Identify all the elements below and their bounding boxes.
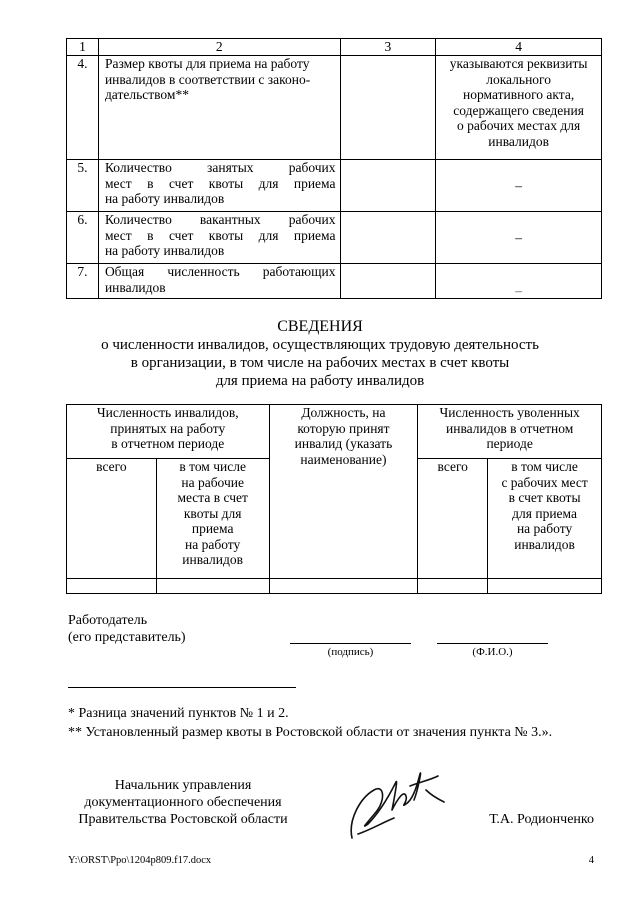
empty-cell [269,579,418,594]
file-path: Y:\ORST\Ppo\1204p809.f17.docx [68,855,212,866]
row-note: – [436,212,602,264]
empty-cell [156,579,269,594]
section-subtitle-line: о численности инвалидов, осуществляющих трудовую деятельность [101,337,539,353]
disabled-employees-table [66,404,602,594]
header-dismissed: Численность уволенных инвалидов в отчетном периоде [418,405,602,459]
row-number: 4. [67,56,99,160]
section-subtitle-line: для приема на работу инвалидов [215,373,425,389]
footnote-2: ** Установленный размер квоты в Ростовской области от значения пункта № 3.». [68,725,553,740]
row-note: – [436,160,602,212]
footnote-divider [68,687,296,688]
page-number: 4 [588,855,594,866]
header-accepted: Численность инвалидов, принятых на работу в отчетном периоде [67,405,270,459]
subheader-total-accepted: всего [67,459,157,579]
empty-cell [67,579,157,594]
row-number: 5. [67,160,99,212]
section-subtitle-line: в организации, в том числе на рабочих местах в счет квоты [130,355,510,371]
table-row [67,212,602,264]
signature-line [290,643,411,644]
table-row [67,579,602,594]
row-note: указываются реквизиты локального нормативного акта, содержащего сведения о рабочих местах для инвалидов [436,56,602,160]
table-row [67,264,602,299]
table-row [67,56,602,160]
name-caption: (Ф.И.О.) [472,646,513,658]
empty-cell [418,579,488,594]
section-title: СВЕДЕНИЯ [277,318,363,335]
row-value [340,264,436,299]
row-label: Количество вакантных рабочих мест в счет квоты для приема на работу инвалидов [98,212,340,264]
header-position: Должность, на которую принят инвалид (указать наименование) [269,405,418,579]
signoff-name: Т.А. Родионченко [489,812,594,827]
signature-caption: (подпись) [327,646,374,658]
subheader-dismissed-quota: в том числе с рабочих мест в счет квоты для приема на работу инвалидов [488,459,602,579]
col-header-4: 4 [436,39,602,56]
row-number: 7. [67,264,99,299]
quota-table [66,38,602,299]
row-value [340,212,436,264]
subheader-total-dismissed: всего [418,459,488,579]
col-header-2: 2 [98,39,340,56]
name-line [437,643,548,644]
row-label: Количество занятых рабочих мест в счет квоты для приема на работу инвалидов [98,160,340,212]
footnote-1: * Разница значений пунктов № 1 и 2. [68,706,289,721]
row-value [340,160,436,212]
empty-cell [488,579,602,594]
employer-representative-label: (его представитель) [68,630,186,645]
table-row [67,160,602,212]
employer-label: Работодатель [68,613,148,628]
handwritten-signature [340,760,450,845]
row-label: Размер квоты для приема на работу инвалидов в соответствии с законо- дательством** [98,56,340,160]
col-header-1: 1 [67,39,99,56]
row-number: 6. [67,212,99,264]
row-value [340,56,436,160]
row-label: Общая численность работающих инвалидов [98,264,340,299]
signoff-position: Начальник управления документационного обеспечения Правительства Ростовской области [78,778,288,827]
subheader-accepted-quota: в том числе на рабочие места в счет квоты для приема на работу инвалидов [156,459,269,579]
col-header-3: 3 [340,39,436,56]
row-note: – [436,264,602,299]
